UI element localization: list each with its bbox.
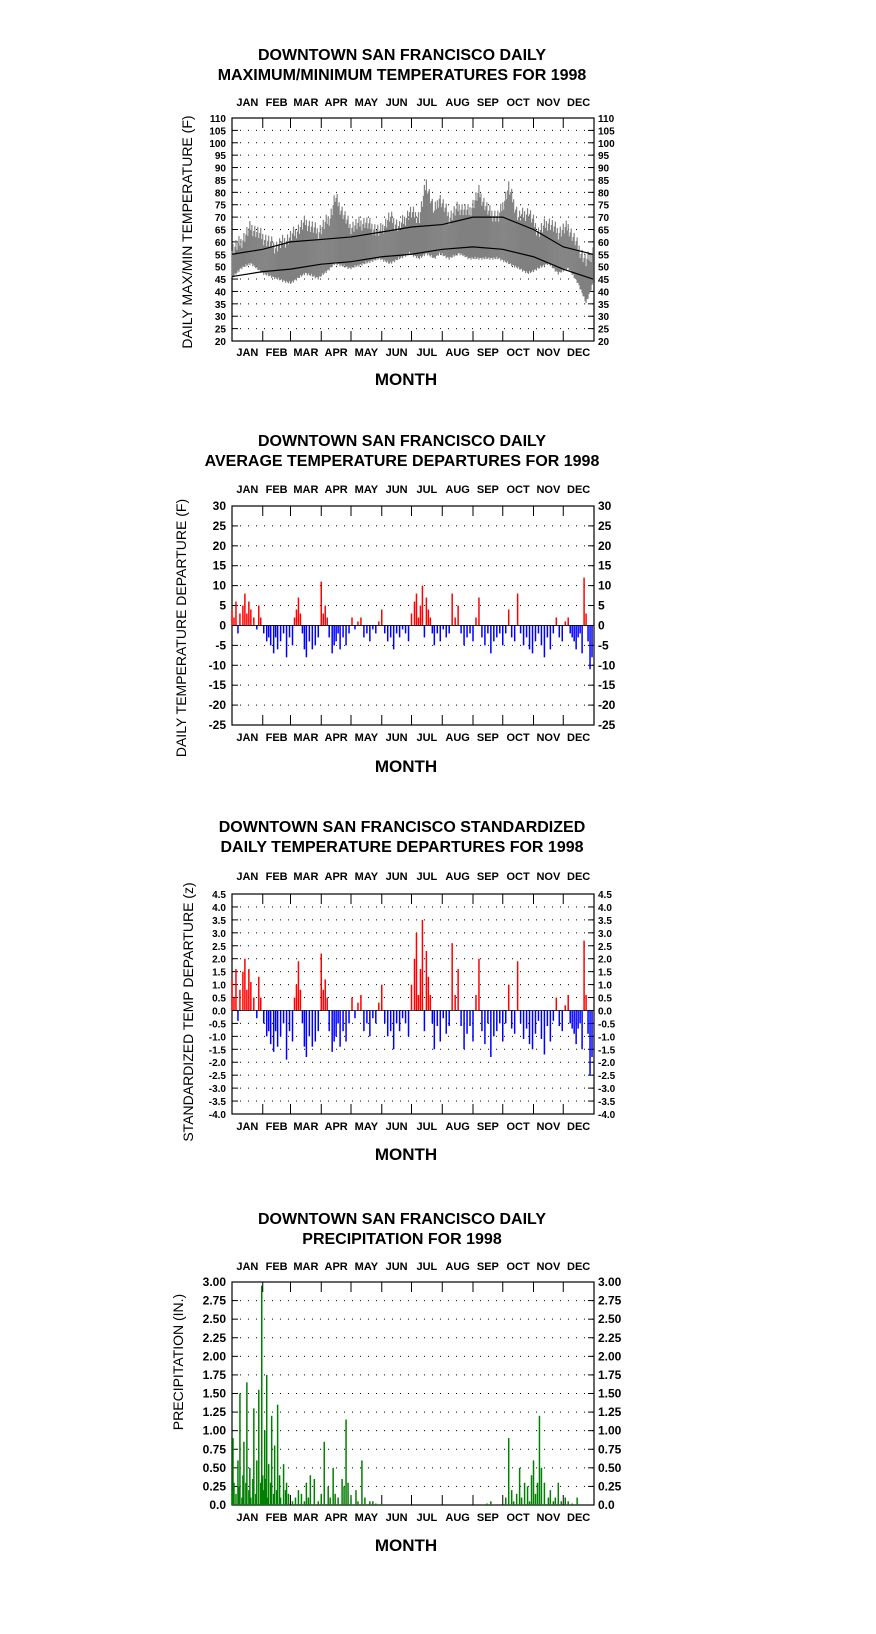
month-label-top: JAN	[236, 484, 259, 496]
month-label-bottom: NOV	[536, 1121, 561, 1133]
y-tick-label-right: 4.5	[598, 890, 612, 901]
y-tick-label: 0.50	[202, 1460, 226, 1475]
y-tick-label-right: -3.5	[598, 1097, 616, 1109]
y-tick-label: 0.75	[202, 1442, 226, 1457]
month-label-bottom: MAY	[354, 347, 379, 359]
month-label-bottom: SEP	[476, 1512, 499, 1524]
y-tick-label-right: 2.50	[598, 1312, 622, 1327]
month-label-bottom: MAR	[293, 1121, 319, 1133]
month-label-bottom: SEP	[476, 347, 499, 359]
month-label-bottom: JAN	[236, 1121, 259, 1133]
month-label-top: FEB	[265, 1261, 288, 1273]
y-tick-label-right: 85	[598, 175, 610, 187]
y-tick-label: 75	[214, 200, 226, 212]
y-tick-label: 85	[214, 175, 226, 187]
month-label-bottom: FEB	[265, 1512, 288, 1524]
month-label-bottom: JAN	[236, 1512, 259, 1524]
month-label-top: FEB	[265, 97, 288, 109]
y-tick-label: 1.75	[202, 1367, 226, 1382]
y-axis-label: DAILY MAX/MIN TEMPERATURE (F)	[179, 115, 195, 349]
y-tick-label: -25	[208, 718, 226, 732]
month-label-bottom: SEP	[476, 732, 499, 744]
month-label-top: JUN	[385, 871, 408, 883]
y-tick-label-right: 105	[598, 126, 615, 138]
chart-title: DOWNTOWN SAN FRANCISCO DAILY	[258, 47, 546, 64]
y-tick-label: 30	[212, 499, 226, 513]
y-tick-label-right: 1.5	[598, 967, 612, 979]
month-label-bottom: AUG	[445, 732, 470, 744]
month-label-top: DEC	[567, 484, 591, 496]
month-label-top: JAN	[236, 97, 259, 109]
month-label-top: JUN	[385, 484, 408, 496]
month-label-bottom: MAR	[293, 347, 319, 359]
y-tick-label: 4.0	[212, 902, 226, 914]
grid	[232, 894, 594, 1114]
y-tick-label: 25	[214, 324, 226, 336]
y-tick-label-right: 0.25	[598, 1479, 622, 1494]
y-tick-label: 0.0	[212, 1006, 226, 1018]
y-tick-label-right: 4.0	[598, 902, 612, 914]
month-label-top: SEP	[476, 871, 499, 883]
month-label-top: APR	[324, 871, 348, 883]
month-label-bottom: FEB	[265, 732, 288, 744]
y-tick-label: 105	[209, 126, 226, 138]
y-tick-label-right: 100	[598, 138, 615, 150]
y-tick-label: 1.50	[202, 1386, 226, 1401]
month-label-bottom: OCT	[506, 1512, 530, 1524]
y-tick-label-right: 110	[598, 114, 615, 125]
y-tick-label: -15	[208, 678, 226, 693]
month-label-top: NOV	[536, 1261, 561, 1273]
month-label-top: JAN	[236, 1261, 259, 1273]
month-label-bottom: AUG	[445, 1121, 470, 1133]
y-tick-label: 95	[214, 151, 226, 163]
y-tick-label-right: 10	[598, 578, 612, 593]
y-tick-label-right: 50	[598, 262, 610, 274]
y-tick-label: 70	[214, 213, 226, 225]
y-tick-label: -4.0	[208, 1110, 226, 1121]
y-tick-label-right: 1.25	[598, 1405, 622, 1420]
month-label-top: OCT	[506, 484, 530, 496]
month-label-top: FEB	[265, 871, 288, 883]
y-tick-label-right: 1.50	[598, 1386, 622, 1401]
month-label-top: JUN	[385, 97, 408, 109]
month-label-bottom: JAN	[236, 347, 259, 359]
y-tick-label-right: 3.5	[598, 915, 612, 927]
month-label-top: APR	[324, 1261, 348, 1273]
y-tick-label: 2.50	[202, 1312, 226, 1327]
month-label-bottom: NOV	[536, 1512, 561, 1524]
chart-title: MAXIMUM/MINIMUM TEMPERATURES FOR 1998	[217, 67, 587, 84]
y-tick-label: 3.0	[212, 928, 226, 940]
y-tick-label-right: -25	[598, 718, 616, 732]
month-label-top: MAY	[354, 871, 379, 883]
month-label-bottom: JUN	[385, 1512, 408, 1524]
month-label-top: NOV	[536, 871, 561, 883]
y-tick-label: -1.0	[208, 1032, 226, 1044]
month-label-bottom: JUL	[416, 1121, 438, 1133]
x-axis-label: MONTH	[374, 1145, 438, 1164]
y-tick-label-right: 0.50	[598, 1460, 622, 1475]
y-tick-label: 15	[212, 558, 226, 573]
y-tick-label-right: 55	[598, 250, 610, 262]
y-tick-label: -3.5	[208, 1097, 226, 1109]
y-tick-label-right: -15	[598, 678, 616, 693]
y-tick-label: 0.5	[212, 993, 226, 1005]
y-axis-label: DAILY TEMPERATURE DEPARTURE (F)	[173, 498, 189, 758]
y-tick-label: 50	[214, 262, 226, 274]
y-tick-label: 40	[214, 287, 226, 299]
month-label-top: JUN	[385, 1261, 408, 1273]
y-tick-label-right: 2.75	[598, 1293, 622, 1308]
month-label-top: MAR	[293, 871, 319, 883]
month-label-bottom: JUL	[416, 347, 438, 359]
y-axis-label: PRECIPITATION (IN.)	[170, 1293, 186, 1431]
month-label-top: JAN	[236, 871, 259, 883]
month-label-top: OCT	[506, 1261, 530, 1273]
y-tick-label-right: 0.5	[598, 993, 612, 1005]
chart-title: AVERAGE TEMPERATURE DEPARTURES FOR 1998	[204, 453, 600, 470]
month-label-top: AUG	[445, 871, 470, 883]
y-tick-label: -3.0	[208, 1084, 226, 1096]
month-label-bottom: MAY	[354, 1121, 379, 1133]
y-tick-label-right: 25	[598, 518, 612, 533]
y-tick-label-right: 45	[598, 275, 610, 287]
month-label-top: OCT	[506, 97, 530, 109]
month-label-bottom: NOV	[536, 347, 561, 359]
month-label-bottom: JUN	[385, 347, 408, 359]
month-label-bottom: OCT	[506, 732, 530, 744]
month-label-bottom: FEB	[265, 1121, 288, 1133]
chart-3	[180, 819, 616, 1164]
month-label-bottom: JAN	[236, 732, 259, 744]
y-tick-label-right: 3.00	[598, 1275, 622, 1289]
month-label-top: DEC	[567, 1261, 591, 1273]
y-tick-label: 45	[214, 275, 226, 287]
chart-1	[179, 47, 615, 389]
month-label-bottom: JUL	[416, 1512, 438, 1524]
y-tick-label-right: 70	[598, 213, 610, 225]
y-tick-label-right: 0.75	[598, 1442, 622, 1457]
data-marks	[232, 1286, 577, 1505]
data-marks	[232, 578, 594, 670]
month-label-top: OCT	[506, 871, 530, 883]
plot-frame	[232, 894, 594, 1114]
y-tick-label-right: 35	[598, 299, 610, 311]
y-tick-label-right: 2.00	[598, 1349, 622, 1364]
y-tick-label: -0.5	[208, 1019, 226, 1031]
y-tick-label: 90	[214, 163, 226, 175]
y-tick-label: 0.0	[209, 1498, 226, 1512]
y-tick-label-right: -0.5	[598, 1019, 616, 1031]
y-tick-label: 35	[214, 299, 226, 311]
month-label-bottom: AUG	[445, 1512, 470, 1524]
y-tick-label: 0.25	[202, 1479, 226, 1494]
y-tick-label: 2.5	[212, 941, 226, 953]
month-label-top: AUG	[445, 97, 470, 109]
month-label-bottom: DEC	[567, 732, 591, 744]
y-tick-label: 1.25	[202, 1405, 226, 1420]
chart-title: DAILY TEMPERATURE DEPARTURES FOR 1998	[220, 839, 584, 856]
data-marks	[232, 920, 594, 1075]
y-tick-label-right: 2.25	[598, 1330, 622, 1345]
month-label-bottom: MAR	[293, 1512, 319, 1524]
y-tick-label-right: -10	[598, 658, 616, 673]
y-tick-label-right: 0	[598, 618, 605, 633]
x-axis-label: MONTH	[374, 757, 438, 776]
y-tick-label-right: 2.0	[598, 954, 612, 966]
y-tick-label: 100	[209, 138, 226, 150]
y-tick-label: -1.5	[208, 1045, 226, 1057]
month-label-bottom: JUN	[385, 1121, 408, 1133]
month-label-top: MAR	[293, 1261, 319, 1273]
y-tick-label-right: -1.0	[598, 1032, 616, 1044]
month-label-top: APR	[324, 484, 348, 496]
month-label-bottom: FEB	[265, 347, 288, 359]
y-tick-label: 4.5	[212, 890, 226, 901]
y-tick-label-right: 15	[598, 558, 612, 573]
y-tick-label-right: 40	[598, 287, 610, 299]
month-label-top: AUG	[445, 484, 470, 496]
month-label-top: DEC	[567, 97, 591, 109]
month-label-bottom: MAY	[354, 1512, 379, 1524]
chart-title: DOWNTOWN SAN FRANCISCO DAILY	[258, 433, 546, 450]
month-label-top: NOV	[536, 484, 561, 496]
y-tick-label: 60	[214, 237, 226, 249]
y-tick-label-right: 90	[598, 163, 610, 175]
y-tick-label-right: 1.75	[598, 1367, 622, 1382]
y-tick-label: -10	[208, 658, 226, 673]
y-tick-label-right: 95	[598, 151, 610, 163]
y-tick-label: 20	[214, 337, 226, 348]
y-tick-label: 1.0	[212, 980, 226, 992]
month-label-bottom: JUL	[416, 732, 438, 744]
y-tick-label: 25	[212, 518, 226, 533]
y-tick-label: 10	[212, 578, 226, 593]
chart-title: DOWNTOWN SAN FRANCISCO STANDARDIZED	[218, 819, 586, 836]
month-label-top: MAR	[293, 97, 319, 109]
y-tick-label-right: 75	[598, 200, 610, 212]
y-axis-label: STANDARDIZED TEMP DEPARTURE (z)	[180, 882, 196, 1142]
month-label-top: FEB	[265, 484, 288, 496]
plot-frame	[232, 506, 594, 725]
y-tick-label-right: 0.0	[598, 1006, 612, 1018]
y-tick-label-right: -1.5	[598, 1045, 616, 1057]
y-tick-label: -20	[208, 698, 226, 713]
y-tick-label: 30	[214, 312, 226, 324]
month-label-top: NOV	[536, 97, 561, 109]
y-tick-label-right: -20	[598, 698, 616, 713]
y-tick-label: 1.5	[212, 967, 226, 979]
y-tick-label: 110	[209, 114, 226, 125]
month-label-top: MAR	[293, 484, 319, 496]
month-label-bottom: APR	[324, 1512, 348, 1524]
y-tick-label: 2.0	[212, 954, 226, 966]
y-tick-label-right: 1.0	[598, 980, 612, 992]
y-tick-label-right: 30	[598, 312, 610, 324]
grid	[232, 506, 594, 725]
month-label-top: DEC	[567, 871, 591, 883]
y-tick-label-right: 5	[598, 598, 605, 613]
month-label-bottom: DEC	[567, 1121, 591, 1133]
month-label-top: JUL	[416, 1261, 438, 1273]
month-label-top: AUG	[445, 1261, 470, 1273]
month-label-top: MAY	[354, 1261, 379, 1273]
y-tick-label: 1.00	[202, 1423, 226, 1438]
y-tick-label: 2.75	[202, 1293, 226, 1308]
month-label-top: SEP	[476, 1261, 499, 1273]
month-label-bottom: APR	[324, 1121, 348, 1133]
y-tick-label-right: -2.5	[598, 1071, 616, 1083]
month-label-top: SEP	[476, 484, 499, 496]
month-label-bottom: MAR	[293, 732, 319, 744]
month-label-bottom: SEP	[476, 1121, 499, 1133]
y-tick-label-right: 3.0	[598, 928, 612, 940]
y-tick-label: 0	[219, 618, 226, 633]
y-tick-label-right: 25	[598, 324, 610, 336]
y-tick-label: 3.00	[202, 1275, 226, 1289]
y-tick-label-right: -4.0	[598, 1110, 616, 1121]
month-label-bottom: OCT	[506, 1121, 530, 1133]
y-tick-label: 3.5	[212, 915, 226, 927]
y-tick-label: 55	[214, 250, 226, 262]
month-label-bottom: OCT	[506, 347, 530, 359]
chart-2	[173, 433, 616, 776]
y-tick-label-right: -5	[598, 638, 609, 653]
month-label-bottom: JUN	[385, 732, 408, 744]
y-tick-label: 20	[212, 538, 226, 553]
month-label-top: APR	[324, 97, 348, 109]
month-label-bottom: APR	[324, 732, 348, 744]
x-axis-label: MONTH	[374, 370, 438, 389]
month-label-top: JUL	[416, 97, 438, 109]
month-label-top: JUL	[416, 484, 438, 496]
month-label-bottom: DEC	[567, 347, 591, 359]
y-tick-label: 2.25	[202, 1330, 226, 1345]
y-tick-label: -2.5	[208, 1071, 226, 1083]
x-axis-label: MONTH	[374, 1536, 438, 1555]
y-tick-label: 80	[214, 188, 226, 200]
month-label-top: MAY	[354, 97, 379, 109]
y-tick-label: 65	[214, 225, 226, 237]
chart-title: DOWNTOWN SAN FRANCISCO DAILY	[258, 1211, 546, 1228]
y-tick-label-right: 1.00	[598, 1423, 622, 1438]
y-tick-label-right: -2.0	[598, 1058, 616, 1070]
y-tick-label-right: 20	[598, 538, 612, 553]
month-label-bottom: AUG	[445, 347, 470, 359]
month-label-bottom: DEC	[567, 1512, 591, 1524]
month-label-bottom: APR	[324, 347, 348, 359]
y-tick-label: -5	[215, 638, 226, 653]
chart-4	[170, 1211, 622, 1555]
month-label-bottom: NOV	[536, 732, 561, 744]
y-tick-label: 2.00	[202, 1349, 226, 1364]
y-tick-label: -2.0	[208, 1058, 226, 1070]
y-tick-label-right: 80	[598, 188, 610, 200]
chart-title: PRECIPITATION FOR 1998	[302, 1231, 502, 1248]
y-tick-label-right: 60	[598, 237, 610, 249]
y-tick-label-right: 65	[598, 225, 610, 237]
y-tick-label-right: 20	[598, 337, 610, 348]
month-label-top: MAY	[354, 484, 379, 496]
y-tick-label-right: 0.0	[598, 1498, 615, 1512]
data-marks	[232, 179, 593, 303]
y-tick-label: 5	[219, 598, 226, 613]
y-tick-label-right: -3.0	[598, 1084, 616, 1096]
y-tick-label-right: 30	[598, 499, 612, 513]
y-tick-label-right: 2.5	[598, 941, 612, 953]
month-label-top: SEP	[476, 97, 499, 109]
month-label-bottom: MAY	[354, 732, 379, 744]
month-label-top: JUL	[416, 871, 438, 883]
